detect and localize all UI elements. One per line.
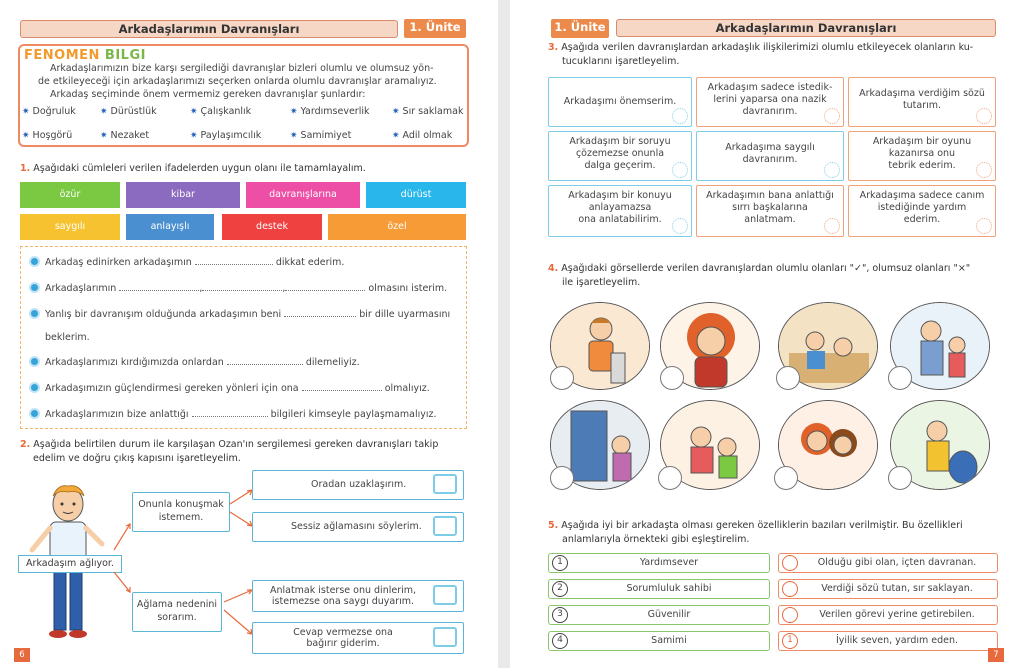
behavior-card[interactable]: Arkadaşım bir oyunu kazanırsa onu tebrik ederim. bbox=[848, 131, 996, 181]
blank-line[interactable] bbox=[285, 282, 365, 291]
meaning-item[interactable]: Verilen görevi yerine getirebilen. bbox=[778, 605, 998, 625]
behavior-card[interactable]: Arkadaşıma verdiğim sözü tutarım. bbox=[848, 77, 996, 127]
bullet-icon bbox=[29, 282, 40, 293]
fenomen-bilgi-logo: FENOMEN BILGI bbox=[24, 48, 146, 63]
question-4-title: 4. Aşağıdaki görsellerde verilen davranışlardan olumlu olanları "✓", olumsuz olanları "×" bbox=[548, 263, 971, 274]
star-icon: ✷ bbox=[100, 131, 108, 141]
exit-door-checkbox[interactable] bbox=[433, 474, 457, 494]
word-chip[interactable]: kibar bbox=[126, 182, 240, 208]
trait-item[interactable]: 4 Samimi bbox=[548, 631, 770, 651]
bullet-icon bbox=[29, 308, 40, 319]
value-item: ✷ Nezaket bbox=[100, 130, 150, 141]
option-leave[interactable]: Oradan uzaklaşırım. bbox=[252, 470, 464, 500]
word-chip[interactable]: davranışlarına bbox=[246, 182, 360, 208]
behavior-card[interactable]: Arkadaşıma saygılı davranırım. bbox=[696, 131, 844, 181]
star-icon: ✷ bbox=[392, 107, 400, 117]
branch-ask-reason[interactable]: Ağlama nedenini sorarım. bbox=[132, 592, 222, 632]
meaning-item[interactable]: Verdiği sözü tutan, sır saklayan. bbox=[778, 579, 998, 599]
fill-sentence-2: Arkadaşlarımın , , olmasını isterim. bbox=[29, 282, 447, 294]
trait-item[interactable]: 3 Güvenilir bbox=[548, 605, 770, 625]
blank-line[interactable] bbox=[202, 282, 282, 291]
info-text-line2: de etkileyeceği için arkadaşlarımızı seçerken onlarda olumlu davranışlar aramalıyız. bbox=[38, 76, 437, 87]
star-icon: ✷ bbox=[190, 107, 198, 117]
star-icon: ✷ bbox=[290, 131, 298, 141]
star-icon: ✷ bbox=[190, 131, 198, 141]
answer-circle[interactable] bbox=[782, 555, 798, 571]
mark-circle[interactable] bbox=[550, 366, 574, 390]
page-title: Arkadaşlarımın Davranışları bbox=[20, 20, 398, 38]
behavior-checkbox[interactable] bbox=[672, 218, 688, 234]
option-listen[interactable]: Anlatmak isterse onu dinlerim, istemezse ona saygı duyarım. bbox=[252, 580, 464, 612]
mark-circle[interactable] bbox=[888, 466, 912, 490]
fill-in-blanks-box bbox=[20, 246, 467, 429]
meaning-item[interactable]: 1 İyilik seven, yardım eden. bbox=[778, 631, 998, 651]
value-item: ✷ Hoşgörü bbox=[22, 130, 73, 141]
behavior-checkbox[interactable] bbox=[672, 108, 688, 124]
fill-sentence-1: Arkadaş edinirken arkadaşımın dikkat ederim. bbox=[29, 256, 344, 268]
star-icon: ✷ bbox=[100, 107, 108, 117]
answer-circle[interactable] bbox=[782, 607, 798, 623]
value-item: ✷ Paylaşımcılık bbox=[190, 130, 262, 141]
value-item: ✷ Çalışkanlık bbox=[190, 106, 252, 117]
behavior-card[interactable]: Arkadaşım bir konuyu anlayamazsa ona anlatabilirim. bbox=[548, 185, 692, 237]
bullet-icon bbox=[29, 382, 40, 393]
bullet-icon bbox=[29, 356, 40, 367]
value-item: ✷ Doğruluk bbox=[22, 106, 76, 117]
blank-line[interactable] bbox=[192, 408, 268, 417]
question-3-title-line2: tucuklarını işaretleyelim. bbox=[562, 56, 680, 67]
word-chip[interactable]: özel bbox=[328, 214, 466, 240]
bullet-icon bbox=[29, 408, 40, 419]
option-quiet-crying[interactable]: Sessiz ağlamasını söylerim. bbox=[252, 512, 464, 542]
value-item: ✷ Samimiyet bbox=[290, 130, 352, 141]
right-page bbox=[510, 0, 1017, 668]
mark-circle[interactable] bbox=[550, 466, 574, 490]
trait-number: 3 bbox=[552, 607, 568, 623]
trait-number: 4 bbox=[552, 633, 568, 649]
info-text-line1: Arkadaşlarımızın bize karşı sergilediği davranışlar bizleri olumlu ve olumsuz yön- bbox=[50, 63, 434, 74]
exit-door-checkbox[interactable] bbox=[433, 585, 457, 605]
fill-sentence-3: Yanlış bir davranışım olduğunda arkadaşımın beni bir dille uyarmasını bbox=[29, 308, 450, 320]
left-page bbox=[0, 0, 498, 668]
behavior-checkbox[interactable] bbox=[976, 218, 992, 234]
word-chip[interactable]: saygılı bbox=[20, 214, 120, 240]
info-box bbox=[18, 44, 469, 147]
blank-line[interactable] bbox=[227, 356, 303, 365]
page-title: Arkadaşlarımın Davranışları bbox=[616, 19, 996, 37]
behavior-card[interactable]: Arkadaşım bir soruyu çözemezse onunla dalga geçerim. bbox=[548, 131, 692, 181]
fill-sentence-3-cont: beklerim. bbox=[45, 332, 90, 343]
mark-circle[interactable] bbox=[888, 366, 912, 390]
behavior-card[interactable]: Arkadaşıma sadece canım istediğinde yardım ederim. bbox=[848, 185, 996, 237]
mark-circle[interactable] bbox=[660, 366, 684, 390]
value-item: ✷ Sır saklamak bbox=[392, 106, 464, 117]
info-text-line3: Arkadaş seçiminde önem vermemiz gereken davranışlar şunlardır: bbox=[50, 89, 366, 100]
trait-item[interactable]: 2 Sorumluluk sahibi bbox=[548, 579, 770, 599]
star-icon: ✷ bbox=[22, 107, 30, 117]
star-icon: ✷ bbox=[22, 131, 30, 141]
answer-circle[interactable] bbox=[782, 581, 798, 597]
blank-line[interactable] bbox=[302, 382, 382, 391]
behavior-checkbox[interactable] bbox=[976, 162, 992, 178]
question-5-title-line2: anlamlarıyla örnekteki gibi eşleştirelim. bbox=[562, 534, 750, 545]
bullet-icon bbox=[29, 256, 40, 267]
trait-number: 2 bbox=[552, 581, 568, 597]
behavior-card[interactable]: Arkadaşım sadece istedik- lerini yaparsa ona nazik davranırım. bbox=[696, 77, 844, 127]
mark-circle[interactable] bbox=[658, 466, 682, 490]
star-icon: ✷ bbox=[290, 107, 298, 117]
value-item: ✷ Adil olmak bbox=[392, 130, 453, 141]
behavior-checkbox[interactable] bbox=[672, 162, 688, 178]
unit-badge: 1. Ünite bbox=[404, 19, 466, 38]
fill-sentence-5: Arkadaşımızın güçlendirmesi gereken yönleri için ona olmalıyız. bbox=[29, 382, 430, 394]
mark-circle[interactable] bbox=[774, 466, 798, 490]
trait-item[interactable]: 1 Yardımsever bbox=[548, 553, 770, 573]
behavior-card[interactable]: Arkadaşımı önemserim. bbox=[548, 77, 692, 127]
blank-line[interactable] bbox=[119, 282, 199, 291]
behavior-checkbox[interactable] bbox=[976, 108, 992, 124]
value-item: ✷ Dürüstlük bbox=[100, 106, 157, 117]
behavior-checkbox[interactable] bbox=[824, 108, 840, 124]
behavior-checkbox[interactable] bbox=[824, 218, 840, 234]
behavior-card[interactable]: Arkadaşımın bana anlattığı sırrı başkalarına anlatmam. bbox=[696, 185, 844, 237]
mark-circle[interactable] bbox=[776, 366, 800, 390]
flow-arrows bbox=[108, 488, 256, 648]
fill-sentence-4: Arkadaşlarımızı kırdığımızda onlardan dilemeliyiz. bbox=[29, 356, 360, 368]
meaning-item[interactable]: Olduğu gibi olan, içten davranan. bbox=[778, 553, 998, 573]
situation-label: Arkadaşım ağlıyor. bbox=[18, 555, 122, 573]
exit-door-checkbox[interactable] bbox=[433, 516, 457, 536]
branch-dont-talk[interactable]: Onunla konuşmak istemem. bbox=[132, 492, 230, 532]
blank-line[interactable] bbox=[195, 256, 273, 265]
behavior-checkbox[interactable] bbox=[824, 162, 840, 178]
word-chip[interactable]: dürüst bbox=[366, 182, 466, 208]
answer-circle[interactable]: 1 bbox=[782, 633, 798, 649]
question-2-title-line2: edelim ve doğru çıkış kapısını işaretleyelim. bbox=[33, 453, 241, 464]
word-chip[interactable]: destek bbox=[222, 214, 322, 240]
star-icon: ✷ bbox=[392, 131, 400, 141]
trait-number: 1 bbox=[552, 555, 568, 571]
page-number: 6 bbox=[14, 648, 30, 662]
word-chip[interactable]: özür bbox=[20, 182, 120, 208]
value-item: ✷ Yardımseverlik bbox=[290, 106, 370, 117]
unit-badge: 1. Ünite bbox=[551, 19, 609, 38]
word-chip[interactable]: anlayışlı bbox=[126, 214, 214, 240]
blank-line[interactable] bbox=[284, 308, 356, 317]
question-4-title-line2: ile işaretleyelim. bbox=[562, 277, 641, 288]
fill-sentence-6: Arkadaşlarımızın bize anlattığı bilgileri kimseyle paylaşmamalıyız. bbox=[29, 408, 437, 420]
page-number: 7 bbox=[988, 648, 1004, 662]
question-2-title: 2. Aşağıda belirtilen durum ile karşılaşan Ozan'ın sergilemesi gereken davranışları takip bbox=[20, 439, 439, 450]
question-3-title: 3. Aşağıda verilen davranışlardan arkadaşlık ilişkilerimizi olumlu etkileyecek olanların ku- bbox=[548, 42, 974, 53]
question-1-title: 1. Aşağıdaki cümleleri verilen ifadelerden uygun olanı ile tamamlayalım. bbox=[20, 163, 366, 174]
option-shout[interactable]: Cevap vermezse ona bağırır giderim. bbox=[252, 622, 464, 654]
exit-door-checkbox[interactable] bbox=[433, 627, 457, 647]
question-5-title: 5. Aşağıda iyi bir arkadaşta olması gereken özelliklerin bazıları verilmiştir. Bu özellikleri bbox=[548, 520, 963, 531]
